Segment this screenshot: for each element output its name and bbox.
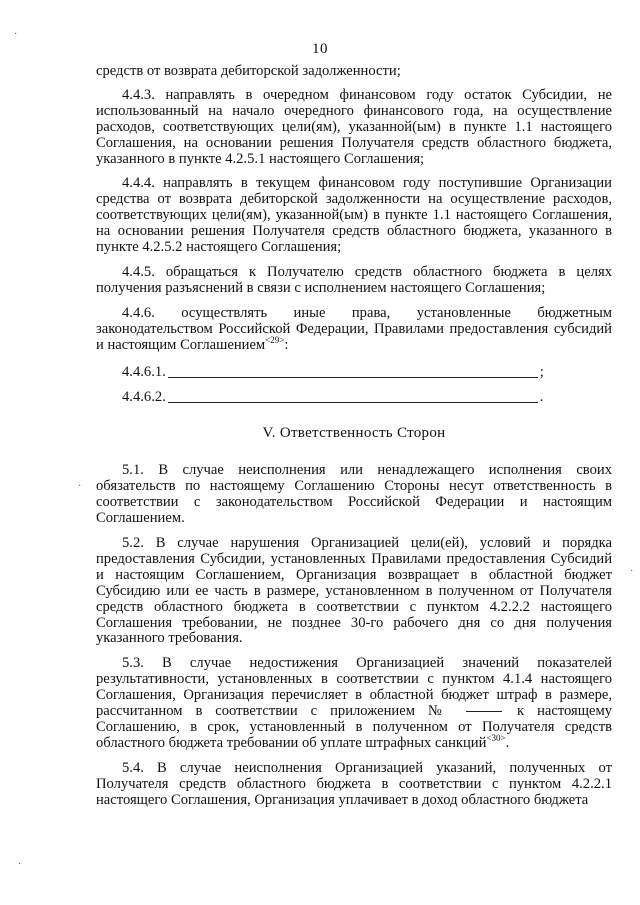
paragraph-4-4-3: 4.4.3. направлять в очередном финансовом году остаток Субсидии, не использованный на начало очередного финансового года, на осуществление расходов, соответствующих цели(ям), указанной(ым) в пункте 1.1 настоящего Соглашения, на основании решения Получателя средств областного бюджета, указанного в пункте 4.2.5.1 настоящего Соглашения;: [96, 86, 612, 167]
paragraph-5-3: [96, 656, 612, 751]
paragraph-4-4-5: 4.4.5. обращаться к Получателю средств областного бюджета в целях получения разъяснений в связи с исполнением настоящего Соглашения;: [96, 263, 612, 296]
scan-speck: ·: [14, 29, 18, 40]
paragraph-continuation: средств от возврата дебиторской задолженности;: [96, 63, 401, 79]
paragraph-4-4-4: 4.4.4. направлять в текущем финансовом году поступившие Организации средства от возврата дебиторской задолженности на осуществление расходов, соответствующих цели(ям), указанной(ым) в пункте 1.1 настоящего Соглашения, на основании решения Получателя средств областного бюджета, указанного в пункте 4.2.5.2 настоящего Соглашения;: [96, 175, 612, 256]
scan-speck: ·: [630, 566, 634, 577]
line-end-punct: ;: [539, 363, 544, 380]
fill-in-line-4-4-6-2: [96, 388, 612, 406]
paragraph-5-3-part-b: к настоящему Соглашению, в срок, установленный в полученном от Получателя средств областного бюджета требовании об уплате штрафных санкций: [96, 703, 612, 751]
scan-speck: ·: [78, 481, 82, 492]
paragraph-4-4-6-end: :: [284, 336, 289, 353]
blank-underline: [168, 401, 538, 403]
paragraph-5-2: 5.2. В случае нарушения Организацией цели(ей), условий и порядка предоставления Субсидии, установленных Правилами предоставления Субсидий и настоящим Соглашением, Организация возвращает в областной бюджет Субсидию или ее часть в размере, установленном в полученном от Получателя средств областного бюджета в соответствии с пунктом 4.2.2.2 настоящего Соглашения требовании, не позднее 30-го рабочего дня со дня получения указанного требования.: [96, 535, 612, 647]
paragraph-5-4: 5.4. В случае неисполнения Организацией указаний, полученных от Получателя средств областного бюджета в соответствии с пунктом 4.2.2.1 настоящего Соглашения, Организация уплачивает в доход областного бюджета: [96, 759, 612, 808]
paragraph-5-3-part-a: 5.3. В случае недостижения Организацией значений показателей результативности, установленных в соответствии с пунктом 4.1.4 настоящего Соглашения, Организация перечисляет в областной бюджет штраф в размере, рассчитанном в соответствии с приложением №: [96, 655, 612, 720]
footnote-ref-30: <30>: [486, 733, 506, 744]
page-number: 10: [312, 41, 328, 57]
paragraph-5-3-end: .: [505, 734, 510, 751]
item-number: 4.4.6.1.: [122, 363, 166, 380]
document-body: [96, 64, 612, 818]
fill-in-line-4-4-6-1: [96, 363, 612, 381]
blank-underline: [168, 376, 538, 378]
blank-underline: [466, 710, 502, 712]
paragraph-4-4-6-text: 4.4.6. осуществлять иные права, установленные бюджетным законодательством Российской Федерации, Правилами предоставления субсидий и настоящим Соглашением: [96, 304, 612, 353]
paragraph-5-1: 5.1. В случае неисполнения или ненадлежащего исполнения своих обязательств по настоящему Соглашению Стороны несут ответственность в соответствии с законодательством Российской Федерации и настоящим Соглашением.: [96, 462, 612, 527]
scan-speck: ·: [18, 859, 22, 870]
item-number: 4.4.6.2.: [122, 388, 166, 405]
section-title: V. Ответственность Сторон: [262, 424, 446, 441]
line-end-punct: .: [539, 388, 544, 405]
footnote-ref-29: <29>: [265, 334, 285, 345]
paragraph-4-4-6: [96, 306, 612, 354]
